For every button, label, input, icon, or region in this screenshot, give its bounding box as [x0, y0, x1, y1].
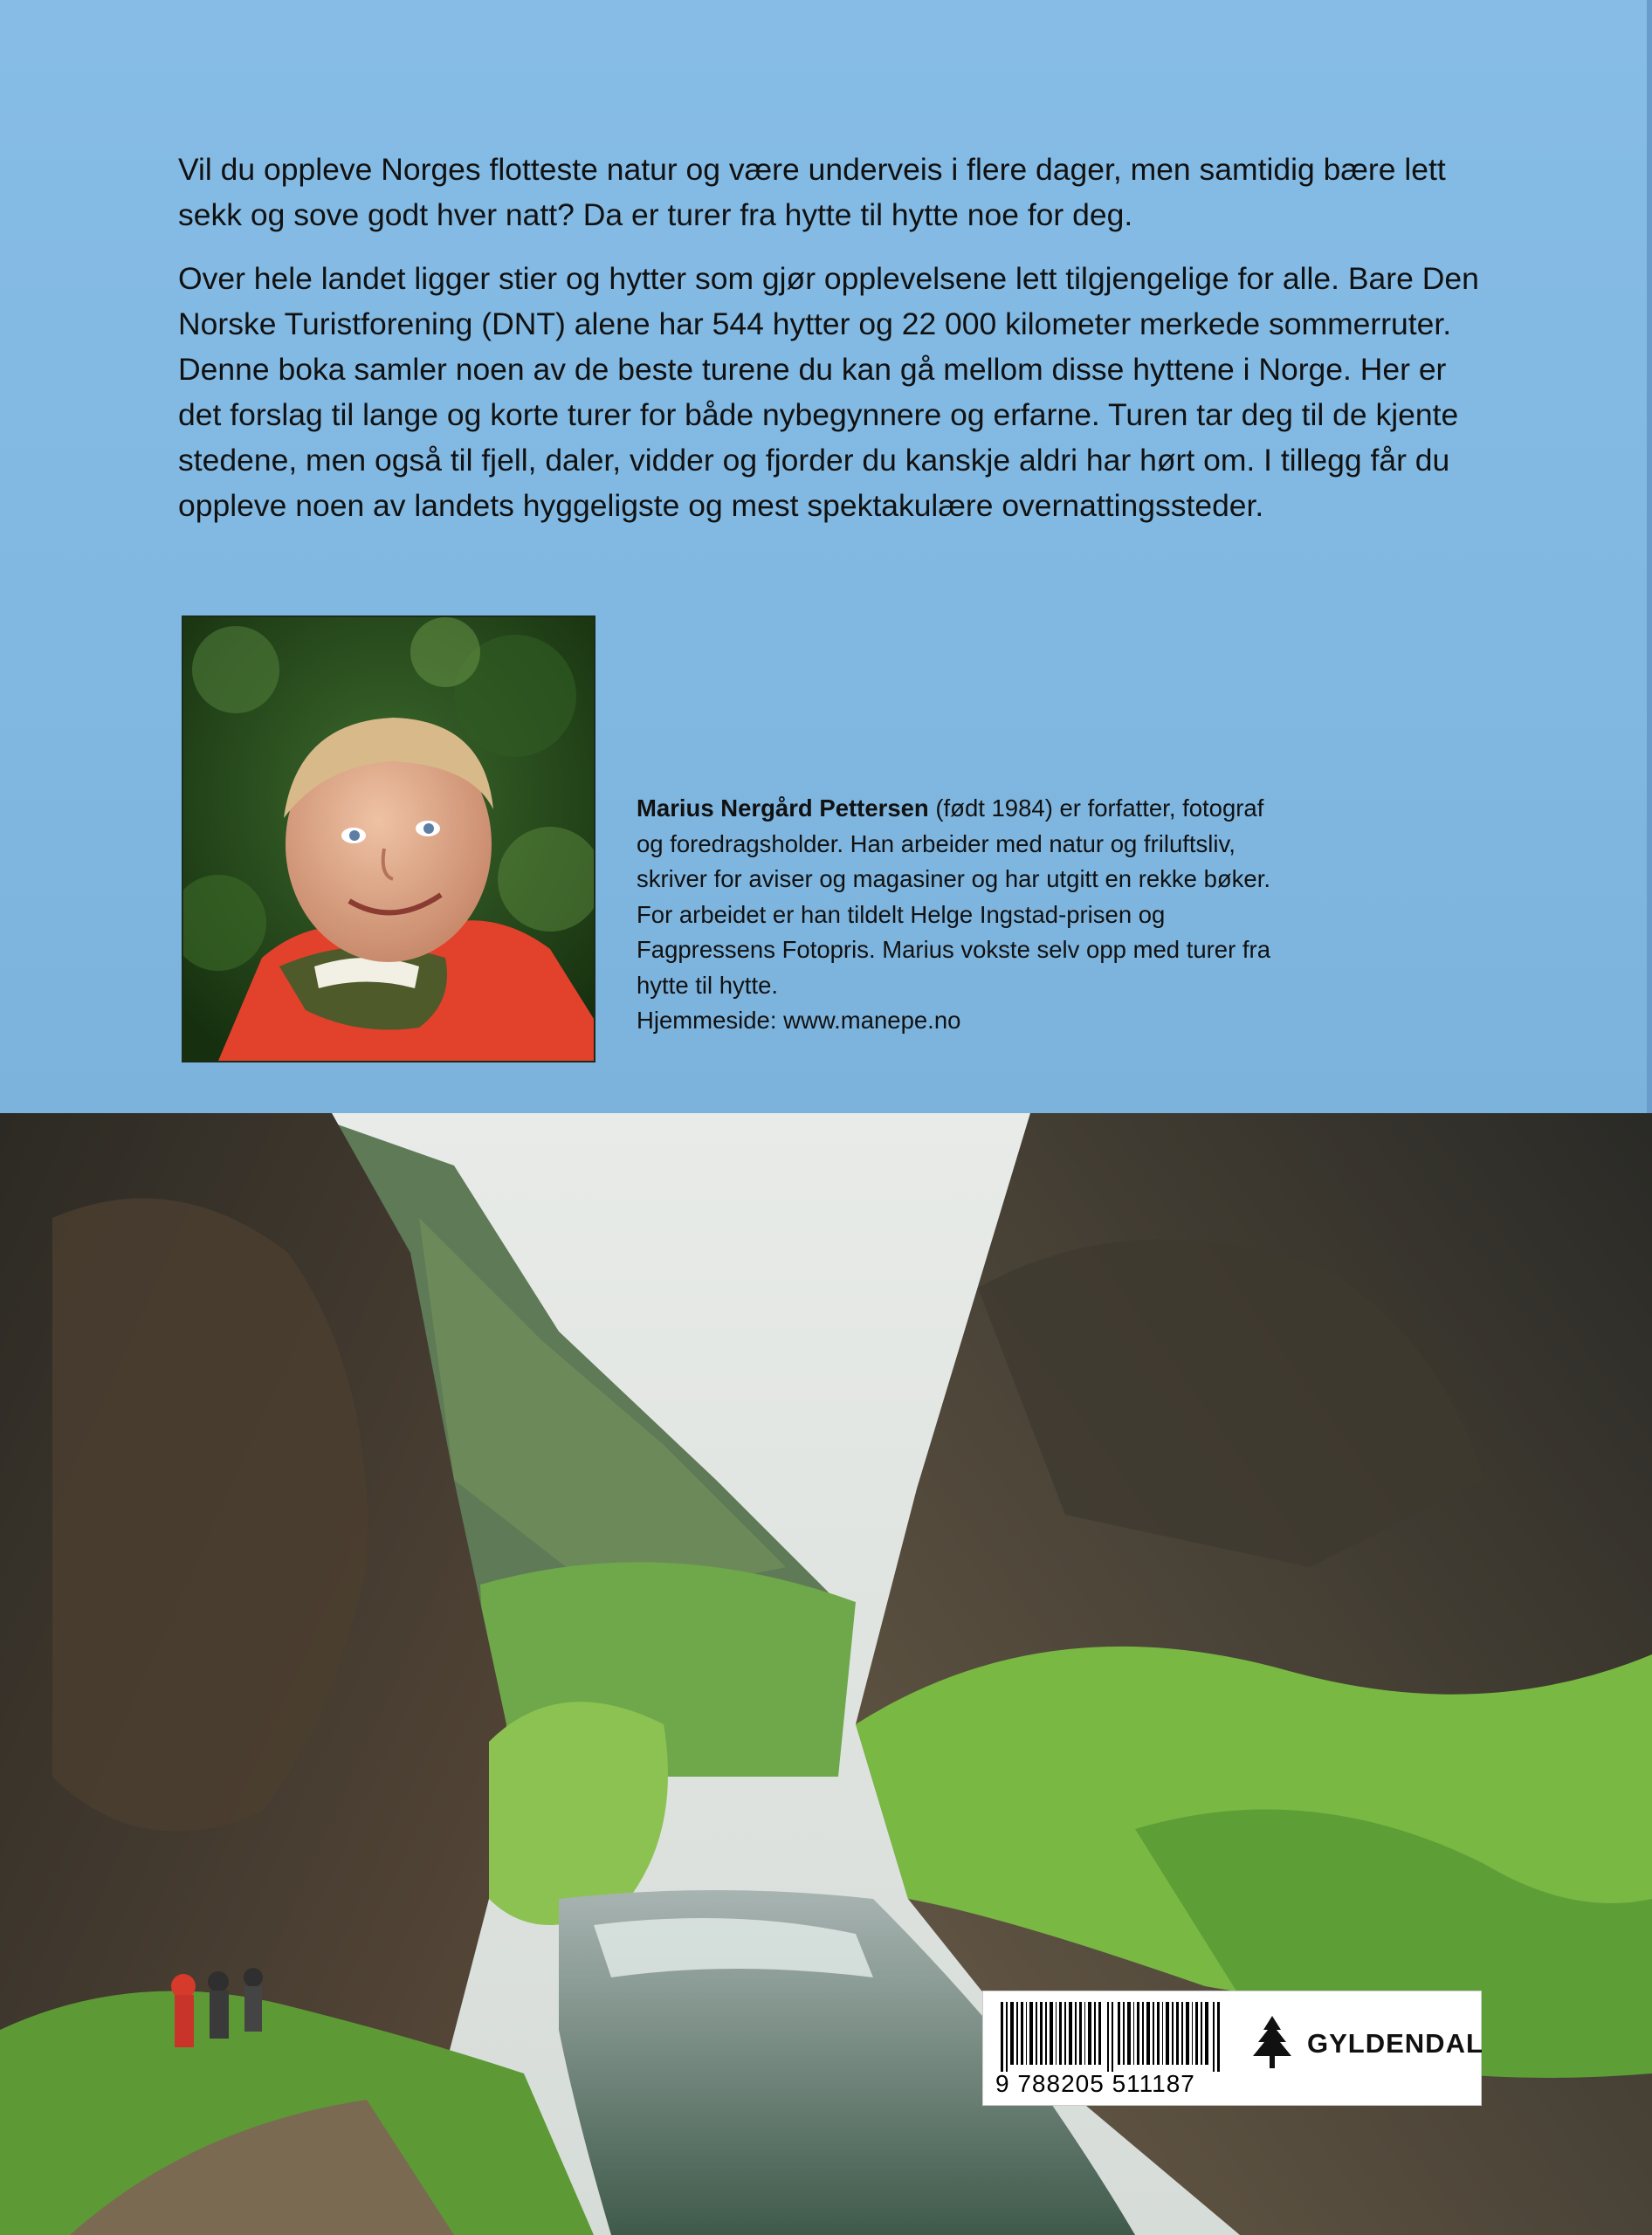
barcode-panel [982, 1991, 1482, 2106]
isbn-number: 9 788205 511187 [995, 2070, 1195, 2097]
publisher-name: GYLDENDAL [1307, 2028, 1483, 2059]
blurb-paragraph-2: Over hele landet ligger stier og hytter som gjør opplevelsene lett tilgjengelige for alle. Bare Den Norske Turistforening (DNT) alene har 544 hytter og 22 000 kilometer merkede sommerruter. Denne boka samler noen av de beste turene du kan gå mellom disse hyttene i Norge. Her er det forslag til lange og korte turer for både nybegynnere og erfarne. Turen tar deg til de kjente stedene, men også til fjell, daler, vidder og fjorder du kanskje aldri har hørt om. I tillegg får du oppleve noen av landets hyggeligste og mest spektakulære overnattingssteder. [178, 261, 1479, 523]
author-photo-image [183, 617, 594, 1061]
tree-icon [1249, 2016, 1295, 2072]
author-bio [637, 791, 1283, 1039]
author-bio-text: (født 1984) er forfatter, fotograf og foredragsholder. Han arbeider med natur og friluftsliv, skriver for aviser og magasiner og har utgitt en rekke bøker. For arbeidet er han tildelt Helge Ingstad-prisen og Fagpressens Fotopris. Marius vokste selv opp med turer fra hytte til hytte. [637, 794, 1271, 999]
author-name: Marius Nergård Pettersen [637, 794, 929, 822]
cover-edge [1647, 0, 1652, 1113]
author-website: Hjemmeside: www.manepe.no [637, 1007, 961, 1034]
author-portrait [182, 615, 595, 1062]
barcode-icon [1001, 2002, 1228, 2072]
blurb-paragraph-1: Vil du oppleve Norges flotteste natur og være underveis i flere dager, men samtidig bære lett sekk og sove godt hver natt? Da er turer fra hytte til hytte noe for deg. [178, 152, 1446, 232]
publisher-logo [1249, 2016, 1483, 2072]
book-blurb [178, 147, 1488, 547]
